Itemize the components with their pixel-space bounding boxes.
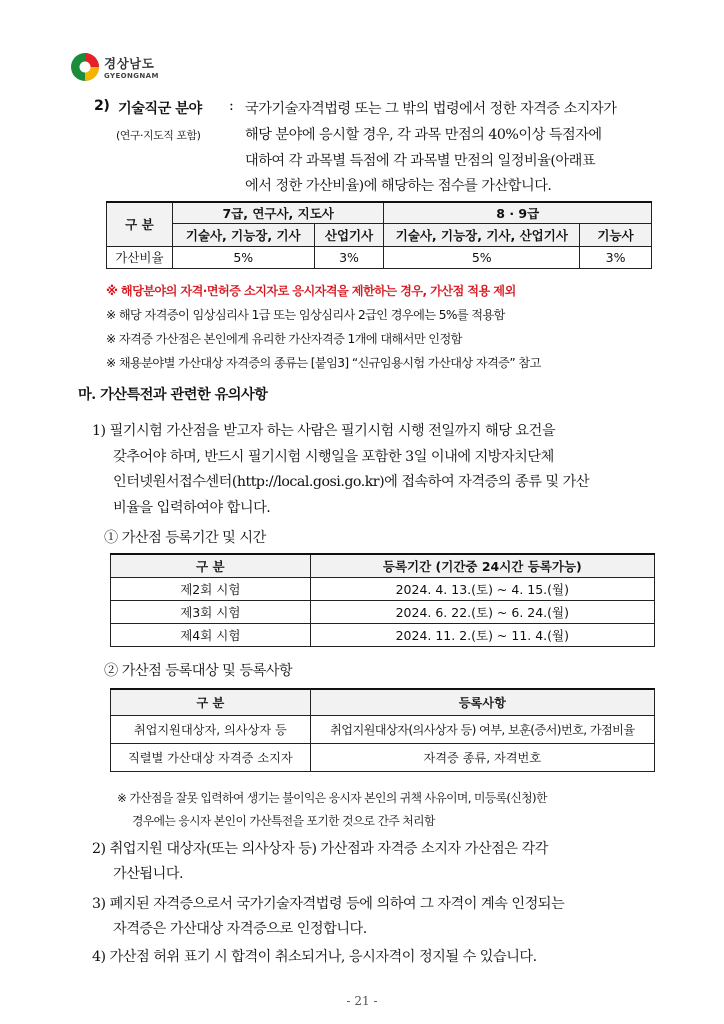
table1-cell: 3% — [580, 246, 652, 268]
item3-line-1: 3) 폐지된 자격증으로서 국가기술자격법령 등에 의하여 그 자격이 계속 인정되는 — [92, 896, 565, 912]
table1-cell: 5% — [172, 246, 314, 268]
table2-header-gubun: 구 분 — [111, 554, 311, 577]
table2-row-period: 2024. 11. 2.(토) ~ 11. 4.(월) — [310, 623, 654, 646]
table3-header-items: 등록사항 — [310, 689, 654, 715]
registration-items-table — [110, 688, 655, 772]
table1-row-label: 가산비율 — [107, 246, 173, 268]
item1-line-4: 비율을 입력하여야 합니다. — [113, 500, 271, 516]
subsection-1-label: ① 가산점 등록기간 및 시간 — [104, 530, 266, 546]
table2-row-exam: 제2회 시험 — [111, 577, 311, 600]
table3-row-items: 취업지원대상자(의사상자 등) 여부, 보훈(증서)번호, 가점비율 — [310, 715, 654, 743]
gyeongnam-emblem-icon — [70, 52, 100, 82]
note-misinput-line-2: 경우에는 응시자 본인이 가산특전을 포기한 것으로 간주 처리함 — [132, 814, 435, 828]
note-exclusion: ※ 해당분야의 자격·면허증 소지자로 응시자격을 제한하는 경우, 가산점 적용 제외 — [106, 284, 516, 298]
table3-row-items: 자격증 종류, 자격번호 — [310, 743, 654, 771]
subsection-2-label: ② 가산점 등록대상 및 등록사항 — [104, 663, 293, 679]
table1-cell: 3% — [314, 246, 384, 268]
gyeongnam-logo — [70, 52, 190, 88]
section2-line-2: 해당 분야에 응시할 경우, 각 과목 만점의 40%이상 득점자에 — [245, 127, 602, 143]
table3-row-target: 취업지원대상자, 의사상자 등 — [111, 715, 311, 743]
note-attachment: ※ 채용분야별 가산대상 자격증의 종류는 [붙임3] “신규임용시험 가산대상 자격증” 참고 — [106, 356, 541, 370]
item2-line-2: 가산됩니다. — [113, 866, 184, 882]
logo-english-text: GYEONGNAM — [104, 72, 159, 80]
section2-title: 기술직군 분야 — [118, 101, 202, 117]
bonus-rate-table — [106, 201, 652, 269]
note-misinput-line-1: ※ 가산점을 잘못 입력하여 생기는 불이익은 응시자 본인의 귀책 사유이며, 미등록(신청)한 — [117, 791, 547, 805]
table1-header-group-7: 7급, 연구사, 지도사 — [172, 202, 384, 223]
item4-line-1: 4) 가산점 허위 표기 시 합격이 취소되거나, 응시자격이 정지될 수 있습니다. — [92, 949, 537, 965]
table2-row-period: 2024. 4. 13.(토) ~ 4. 15.(월) — [310, 577, 654, 600]
table1-header-group-89: 8 · 9급 — [384, 202, 652, 223]
item1-line-2: 갖추어야 하며, 반드시 필기시험 시행일을 포함한 3일 이내에 지방자치단체 — [113, 449, 554, 465]
registration-period-table — [110, 553, 655, 647]
note-clinical: ※ 해당 자격증이 임상심리사 1급 또는 임상심리사 2급인 경우에는 5%를 적용함 — [106, 308, 505, 322]
logo-korean-text: 경상남도 — [104, 56, 155, 71]
table2-header-period: 등록기간 (기간중 24시간 등록가능) — [310, 554, 654, 577]
table3-header-gubun: 구 분 — [111, 689, 311, 715]
table1-subheader-3: 기술사, 기능장, 기사, 산업기사 — [384, 223, 580, 246]
section2-subtitle: (연구·지도직 포함) — [116, 129, 201, 142]
table3-row-target: 직렬별 가산대상 자격증 소지자 — [111, 743, 311, 771]
page-number: - 21 - — [346, 994, 378, 1008]
table1-header-gubun: 구 분 — [107, 202, 173, 246]
section-ma-heading: 마. 가산특전과 관련한 유의사항 — [78, 387, 268, 403]
table1-subheader-2: 산업기사 — [314, 223, 384, 246]
section2-line-1: 국가기술자격법령 또는 그 밖의 법령에서 정한 자격증 소지자가 — [245, 101, 617, 117]
section2-number: 2) — [94, 98, 110, 114]
table2-row-period: 2024. 6. 22.(토) ~ 6. 24.(월) — [310, 600, 654, 623]
table1-subheader-4: 기능사 — [580, 223, 652, 246]
item3-line-2: 자격증은 가산대상 자격증으로 인정합니다. — [113, 921, 367, 937]
item1-line-1: 1) 필기시험 가산점을 받고자 하는 사람은 필기시험 시행 전일까지 해당 요건을 — [92, 423, 556, 439]
table2-row-exam: 제3회 시험 — [111, 600, 311, 623]
item1-line-3: 인터넷원서접수센터(http://local.gosi.go.kr)에 접속하여 자격증의 종류 및 가산 — [113, 474, 590, 490]
table2-row-exam: 제4회 시험 — [111, 623, 311, 646]
item2-line-1: 2) 취업지원 대상자(또는 의사상자 등) 가산점과 자격증 소지자 가산점은 각각 — [92, 841, 548, 857]
table1-subheader-1: 기술사, 기능장, 기사 — [172, 223, 314, 246]
note-one-certificate: ※ 자격증 가산점은 본인에게 유리한 가산자격증 1개에 대해서만 인정함 — [106, 332, 462, 346]
table1-cell: 5% — [384, 246, 580, 268]
section2-line-3: 대하여 각 과목별 득점에 각 과목별 만점의 일정비율(아래표 — [245, 153, 596, 169]
section2-colon: : — [229, 98, 234, 114]
section2-line-4: 에서 정한 가산비율)에 해당하는 점수를 가산합니다. — [245, 178, 552, 194]
